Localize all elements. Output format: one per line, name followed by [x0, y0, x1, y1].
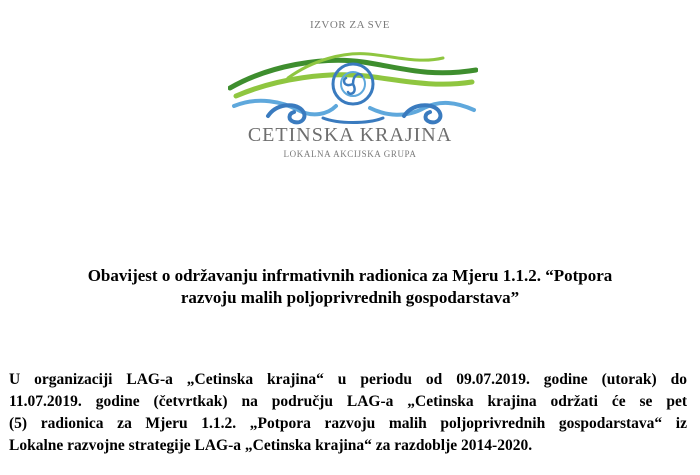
logo-blue-spiral-left	[268, 105, 304, 122]
logo-bottom-arc	[323, 118, 383, 123]
document-title	[15, 265, 685, 309]
body-paragraph	[9, 369, 687, 457]
logo-block	[0, 0, 700, 170]
lag-logo-icon	[228, 44, 478, 126]
body-line: Lokalne razvojne strategije LAG-a „Cetinska krajina“ za razdoblje 2014-2020.	[9, 437, 533, 454]
body-line: (5) radionica za Mjeru 1.1.2. „Potpora razvoju malih poljoprivrednih gospodarstava“ iz	[9, 415, 687, 432]
logo-blue-wave-left	[234, 101, 336, 115]
logo-org-name: CETINSKA KRAJINA	[247, 124, 453, 146]
document-title-line: razvoju malih poljoprivrednih gospodarstava”	[180, 288, 520, 307]
body-line: U organizaciji LAG-a „Cetinska krajina“ u periodu od 09.07.2019. godine (utorak) do	[9, 371, 687, 388]
logo-org-subtitle: LOKALNA AKCIJSKA GRUPA	[283, 149, 417, 159]
document-title-line: Obavijest o održavanju infrmativnih radionica za Mjeru 1.1.2. “Potpora	[87, 266, 613, 285]
body-line: 11.07.2019. godine (četvrtkak) na području LAG-a „Cetinska krajina održati će se pet	[9, 393, 687, 410]
logo-tagline: IZVOR ZA SVE	[310, 19, 390, 31]
